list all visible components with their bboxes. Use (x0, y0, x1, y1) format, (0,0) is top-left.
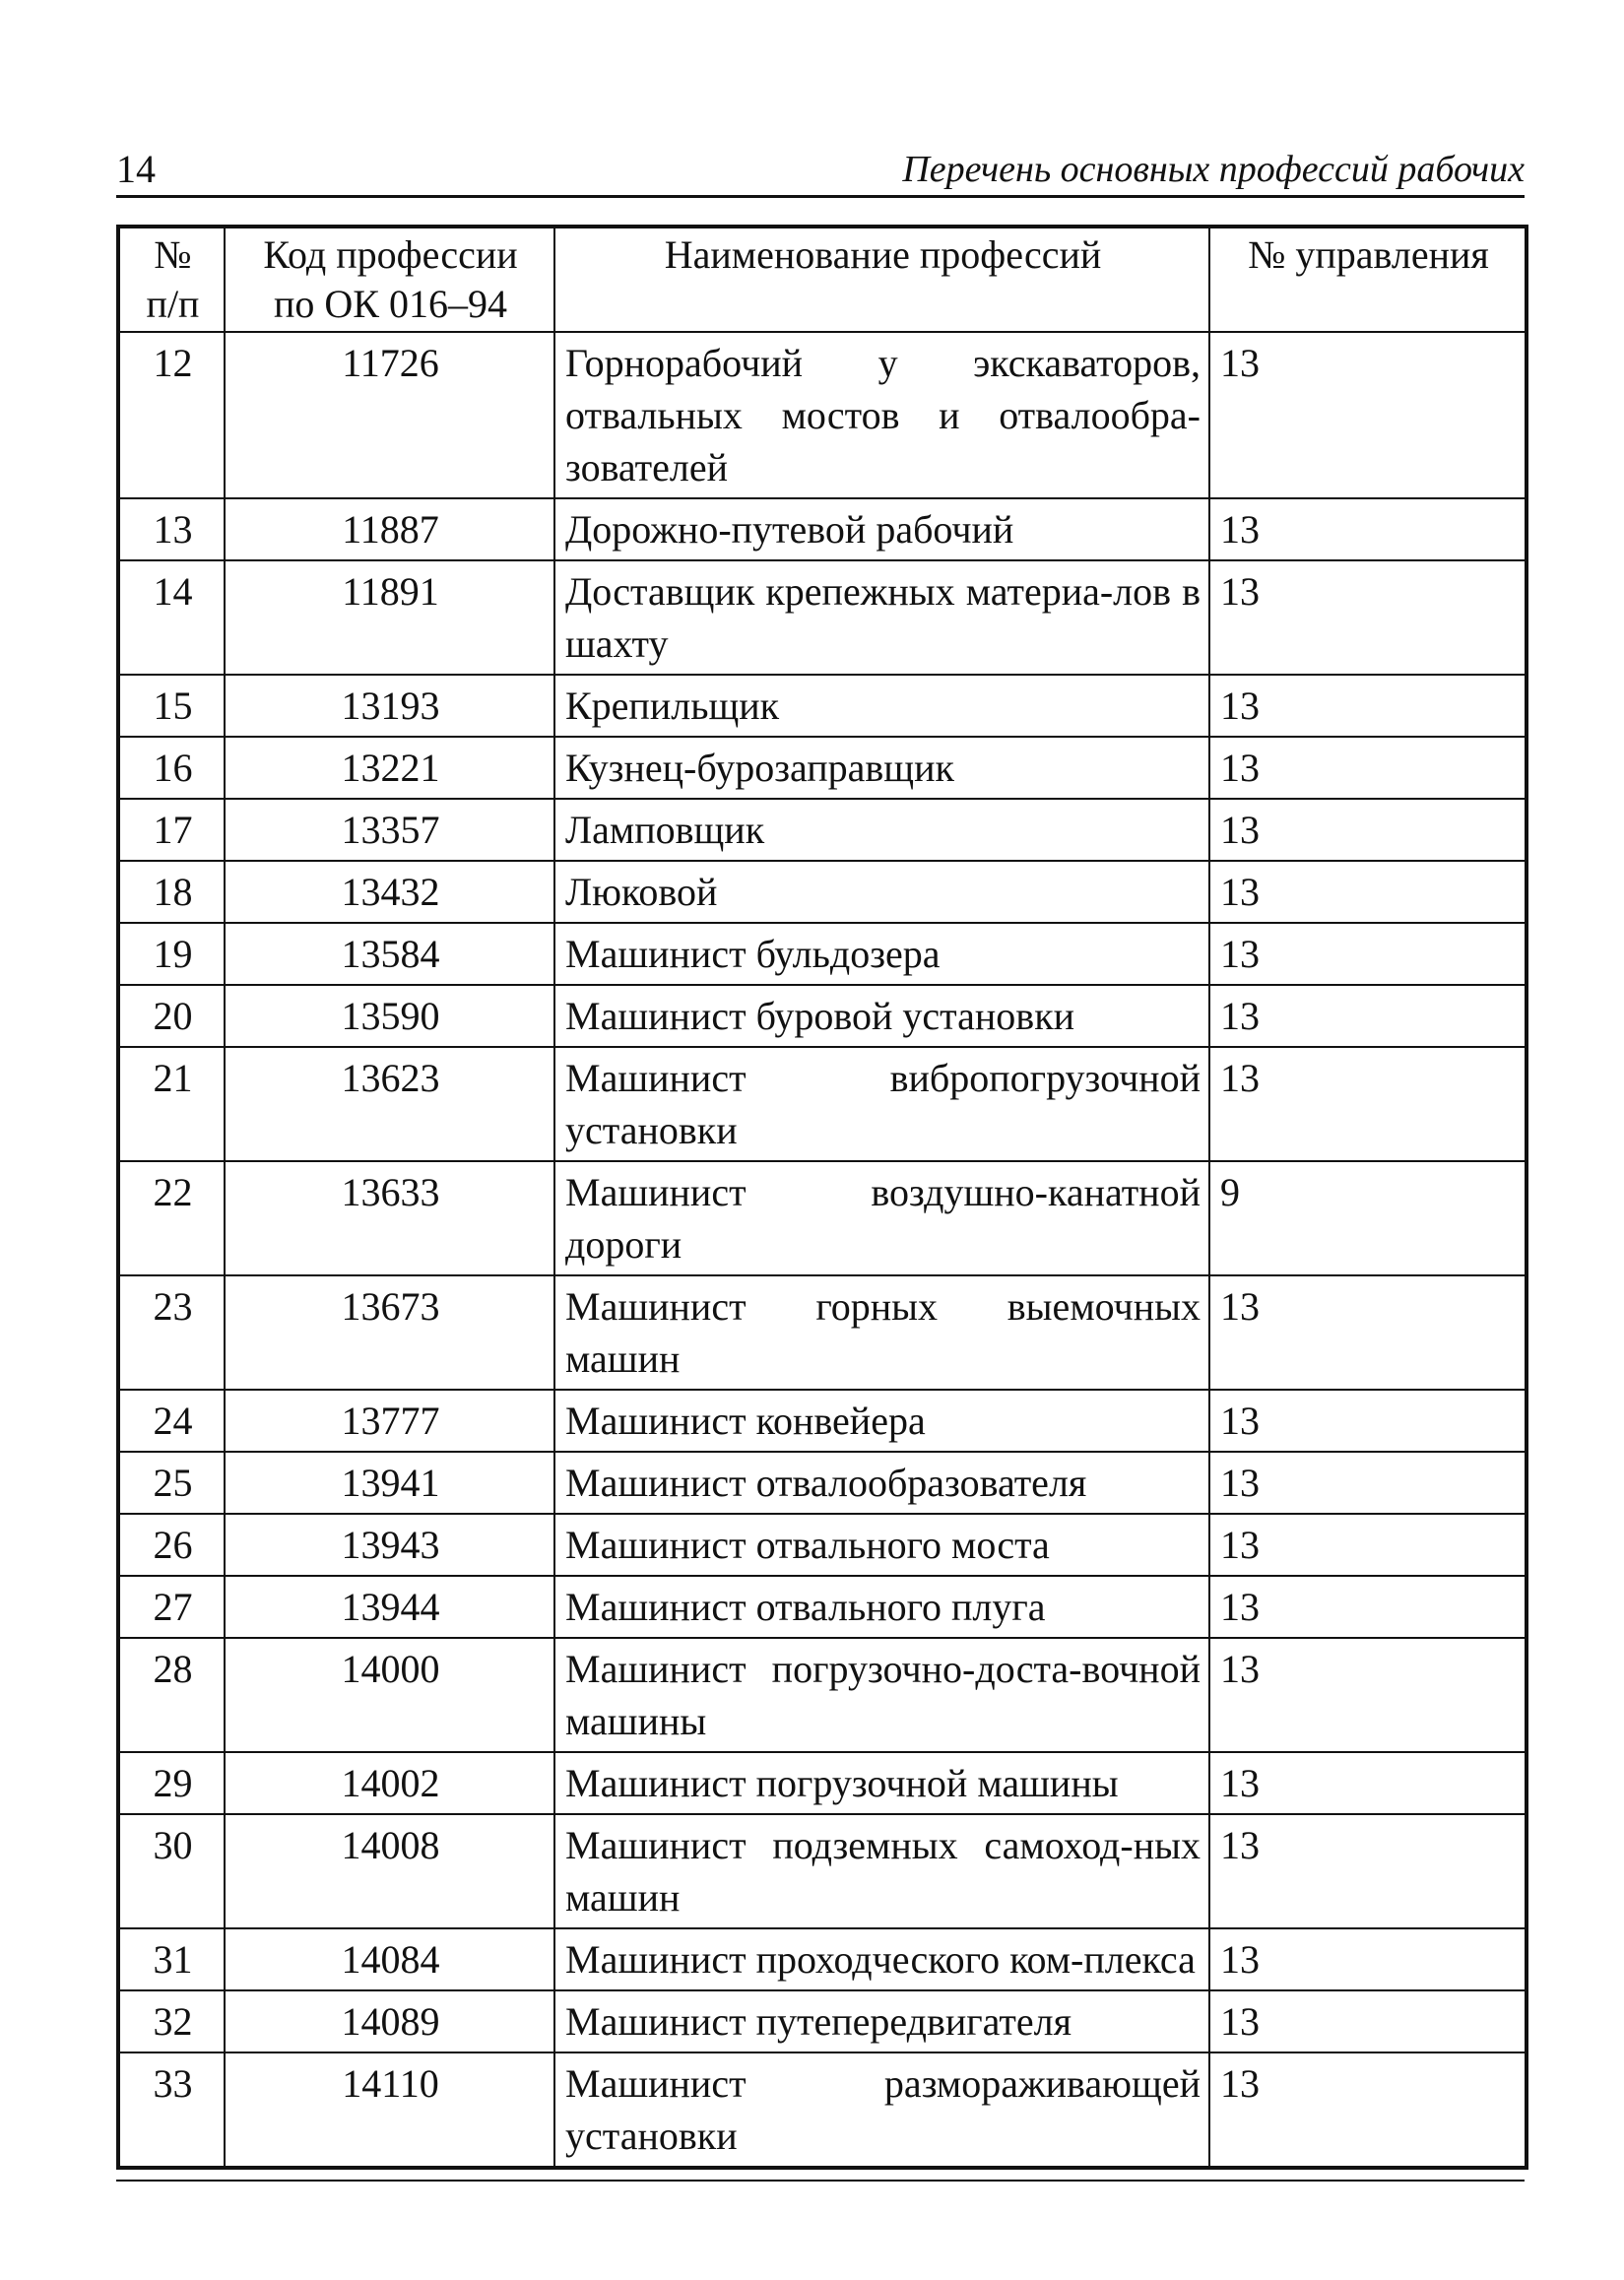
profession-code: 11891 (225, 560, 554, 675)
profession-code: 14110 (225, 2052, 554, 2168)
table-row (118, 737, 1527, 799)
department-number: 13 (1209, 1047, 1527, 1161)
table-row (118, 498, 1527, 560)
profession-code: 13944 (225, 1576, 554, 1638)
department-number: 13 (1209, 1390, 1527, 1452)
profession-name: Машинист размораживающей установки (554, 2052, 1209, 2168)
page-header (116, 148, 1525, 198)
department-number: 13 (1209, 498, 1527, 560)
profession-code: 11887 (225, 498, 554, 560)
department-number: 13 (1209, 1928, 1527, 1990)
row-number: 27 (118, 1576, 225, 1638)
table-row (118, 1990, 1527, 2052)
row-number: 14 (118, 560, 225, 675)
profession-name: Машинист бульдозера (554, 923, 1209, 985)
profession-name: Дорожно-путевой рабочий (554, 498, 1209, 560)
department-number: 13 (1209, 560, 1527, 675)
table-body (118, 332, 1527, 2168)
department-number: 13 (1209, 1990, 1527, 2052)
table-row (118, 1452, 1527, 1514)
profession-code: 14002 (225, 1752, 554, 1814)
table-row (118, 1928, 1527, 1990)
profession-name: Машинист вибропогрузочной установки (554, 1047, 1209, 1161)
profession-name: Люковой (554, 861, 1209, 923)
profession-name: Кузнец-бурозаправщик (554, 737, 1209, 799)
profession-code: 14084 (225, 1928, 554, 1990)
profession-name: Машинист отвального плуга (554, 1576, 1209, 1638)
profession-code: 13193 (225, 675, 554, 737)
department-number: 13 (1209, 1514, 1527, 1576)
profession-code: 13590 (225, 985, 554, 1047)
table-row (118, 560, 1527, 675)
table-row (118, 923, 1527, 985)
row-number: 20 (118, 985, 225, 1047)
profession-code: 13357 (225, 799, 554, 861)
department-number: 13 (1209, 1576, 1527, 1638)
table-row (118, 1638, 1527, 1752)
row-number: 33 (118, 2052, 225, 2168)
department-number: 13 (1209, 985, 1527, 1047)
department-number: 13 (1209, 923, 1527, 985)
row-number: 30 (118, 1814, 225, 1928)
bottom-rule (116, 2180, 1525, 2182)
table-row (118, 1814, 1527, 1928)
table-header (118, 227, 1527, 332)
department-number: 13 (1209, 799, 1527, 861)
profession-name: Машинист буровой установки (554, 985, 1209, 1047)
profession-name: Машинист погрузочно-доста-вочной машины (554, 1638, 1209, 1752)
col-header-name (554, 227, 1209, 332)
row-number: 23 (118, 1275, 225, 1390)
profession-name: Крепильщик (554, 675, 1209, 737)
profession-code: 13943 (225, 1514, 554, 1576)
profession-name: Машинист подземных самоход-ных машин (554, 1814, 1209, 1928)
col-header-code (225, 227, 554, 332)
table-row (118, 1275, 1527, 1390)
table-row (118, 1161, 1527, 1275)
profession-code: 13221 (225, 737, 554, 799)
department-number: 13 (1209, 737, 1527, 799)
col-header-number-line1: № (154, 232, 192, 277)
profession-code: 14000 (225, 1638, 554, 1752)
col-header-name-line1: Наименование профессий (664, 232, 1102, 277)
profession-name: Машинист путепередвигателя (554, 1990, 1209, 2052)
department-number: 13 (1209, 1275, 1527, 1390)
col-header-dept (1209, 227, 1527, 332)
profession-code: 13777 (225, 1390, 554, 1452)
page-number: 14 (116, 147, 156, 191)
department-number: 13 (1209, 2052, 1527, 2168)
table-row (118, 332, 1527, 498)
row-number: 24 (118, 1390, 225, 1452)
col-header-code-line2: по ОК 016–94 (274, 282, 507, 326)
department-number: 13 (1209, 675, 1527, 737)
table-row (118, 861, 1527, 923)
profession-code: 13673 (225, 1275, 554, 1390)
table-row (118, 985, 1527, 1047)
department-number: 13 (1209, 861, 1527, 923)
department-number: 13 (1209, 1752, 1527, 1814)
table-row (118, 1047, 1527, 1161)
header-row (118, 227, 1527, 332)
table-row (118, 1752, 1527, 1814)
table-row (118, 1514, 1527, 1576)
table-row (118, 799, 1527, 861)
row-number: 22 (118, 1161, 225, 1275)
profession-name: Горнорабочий у экскаваторов, отвальных мостов и отвалообра-зователей (554, 332, 1209, 498)
row-number: 29 (118, 1752, 225, 1814)
row-number: 16 (118, 737, 225, 799)
profession-code: 13633 (225, 1161, 554, 1275)
row-number: 28 (118, 1638, 225, 1752)
profession-code: 11726 (225, 332, 554, 498)
profession-name: Машинист воздушно-канатной дороги (554, 1161, 1209, 1275)
department-number: 13 (1209, 1638, 1527, 1752)
profession-name: Машинист проходческого ком-плекса (554, 1928, 1209, 1990)
row-number: 18 (118, 861, 225, 923)
profession-name: Доставщик крепежных материа-лов в шахту (554, 560, 1209, 675)
row-number: 13 (118, 498, 225, 560)
row-number: 12 (118, 332, 225, 498)
row-number: 17 (118, 799, 225, 861)
profession-name: Ламповщик (554, 799, 1209, 861)
row-number: 19 (118, 923, 225, 985)
row-number: 25 (118, 1452, 225, 1514)
row-number: 21 (118, 1047, 225, 1161)
profession-name: Машинист отвального моста (554, 1514, 1209, 1576)
profession-name: Машинист конвейера (554, 1390, 1209, 1452)
department-number: 13 (1209, 332, 1527, 498)
profession-code: 13432 (225, 861, 554, 923)
profession-code: 13941 (225, 1452, 554, 1514)
table-row (118, 675, 1527, 737)
row-number: 26 (118, 1514, 225, 1576)
row-number: 15 (118, 675, 225, 737)
col-header-number-line2: п/п (146, 282, 200, 326)
department-number: 13 (1209, 1452, 1527, 1514)
profession-code: 14089 (225, 1990, 554, 2052)
row-number: 32 (118, 1990, 225, 2052)
row-number: 31 (118, 1928, 225, 1990)
professions-table (116, 225, 1528, 2170)
professions-table-wrapper (116, 225, 1525, 2170)
profession-name: Машинист отвалообразователя (554, 1452, 1209, 1514)
department-number: 9 (1209, 1161, 1527, 1275)
profession-code: 14008 (225, 1814, 554, 1928)
profession-name: Машинист погрузочной машины (554, 1752, 1209, 1814)
col-header-code-line1: Код профессии (263, 232, 518, 277)
table-row (118, 1390, 1527, 1452)
col-header-dept-line1: № управления (1248, 232, 1489, 277)
profession-code: 13584 (225, 923, 554, 985)
department-number: 13 (1209, 1814, 1527, 1928)
table-row (118, 2052, 1527, 2168)
profession-name: Машинист горных выемочных машин (554, 1275, 1209, 1390)
col-header-number (118, 227, 225, 332)
running-title: Перечень основных профессий рабочих (902, 149, 1525, 190)
profession-code: 13623 (225, 1047, 554, 1161)
table-row (118, 1576, 1527, 1638)
